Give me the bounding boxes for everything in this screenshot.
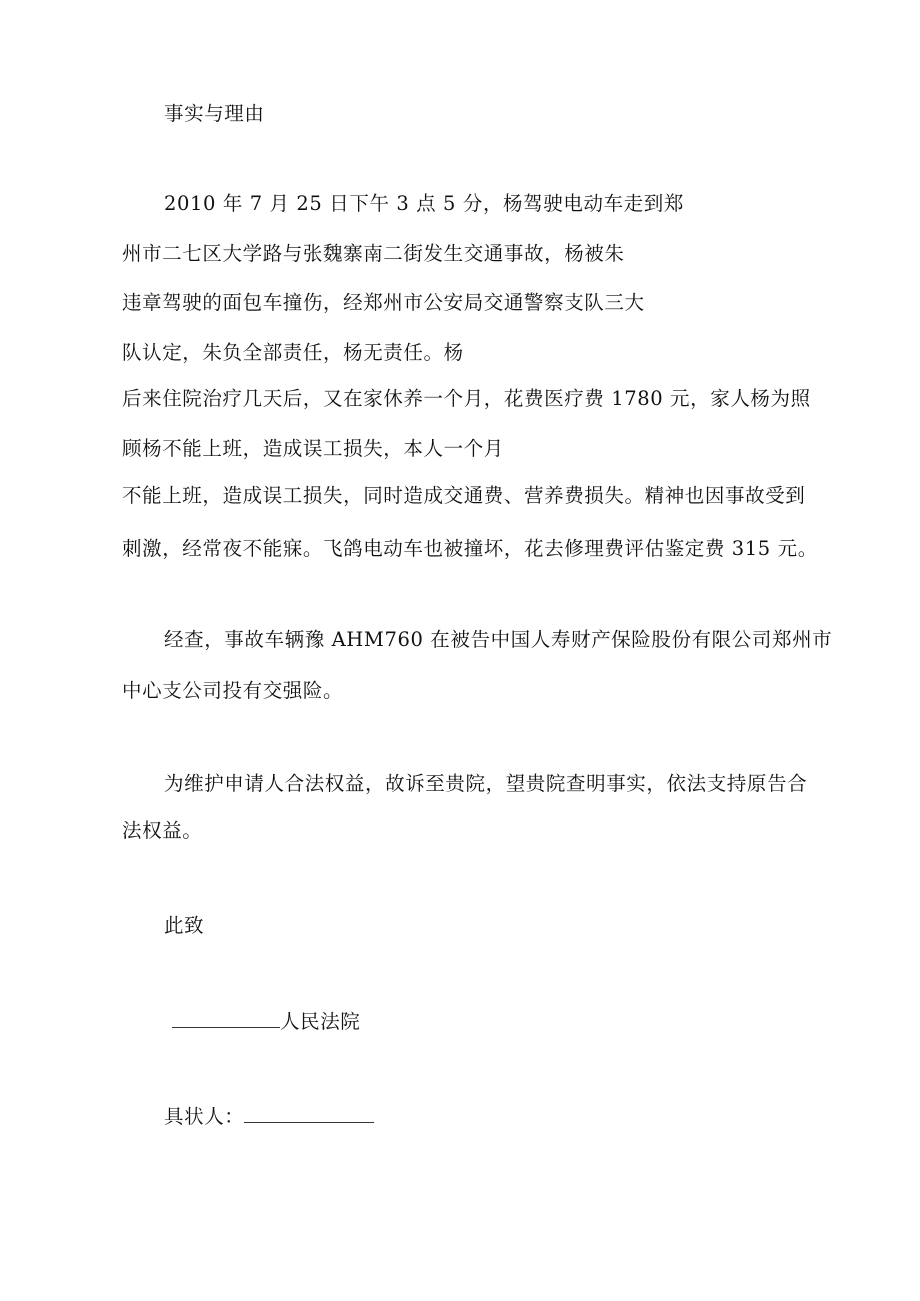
- closing-salutation: 此致: [164, 914, 205, 937]
- paragraph-1-line-8: 刺激，经常夜不能寐。飞鸽电动车也被撞坏，花去修理费评估鉴定费 315 元。: [122, 537, 818, 560]
- court-suffix: 人民法院: [280, 1010, 361, 1033]
- paragraph-2-line-2: 中心支公司投有交强险。: [122, 679, 344, 702]
- paragraph-1-line-5: 后来住院治疗几天后，又在家休养一个月，花费医疗费 1780 元，家人杨为照: [122, 387, 811, 410]
- section-heading: 事实与理由: [164, 102, 265, 125]
- paragraph-1-line-6: 顾杨不能上班，造成误工损失，本人一个月: [122, 437, 504, 460]
- signer-line: [164, 1103, 374, 1131]
- paragraph-1-line-7: 不能上班，造成误工损失，同时造成交通费、营养费损失。精神也因事故受到: [122, 484, 806, 507]
- signer-label: 具状人：: [164, 1105, 245, 1128]
- paragraph-2-line-1: 经查，事故车辆豫 AHM760 在被告中国人寿财产保险股份有限公司郑州市: [164, 628, 833, 651]
- paragraph-1-line-1: 2010 年 7 月 25 日下午 3 点 5 分，杨驾驶电动车走到郑: [164, 192, 684, 215]
- court-name-blank: [172, 1009, 280, 1028]
- paragraph-3-line-2: 法权益。: [122, 819, 203, 842]
- paragraph-1-line-4: 队认定，朱负全部责任，杨无责任。杨: [122, 341, 464, 364]
- paragraph-3-line-1: 为维护申请人合法权益，故诉至贵院，望贵院查明事实，依法支持原告合: [164, 772, 808, 795]
- paragraph-1-line-3: 违章驾驶的面包车撞伤，经郑州市公安局交通警察支队三大: [122, 291, 645, 314]
- signer-name-blank: [244, 1104, 374, 1123]
- paragraph-1-line-2: 州市二七区大学路与张魏寨南二街发生交通事故，杨被朱: [122, 242, 625, 265]
- court-line: [172, 1008, 360, 1036]
